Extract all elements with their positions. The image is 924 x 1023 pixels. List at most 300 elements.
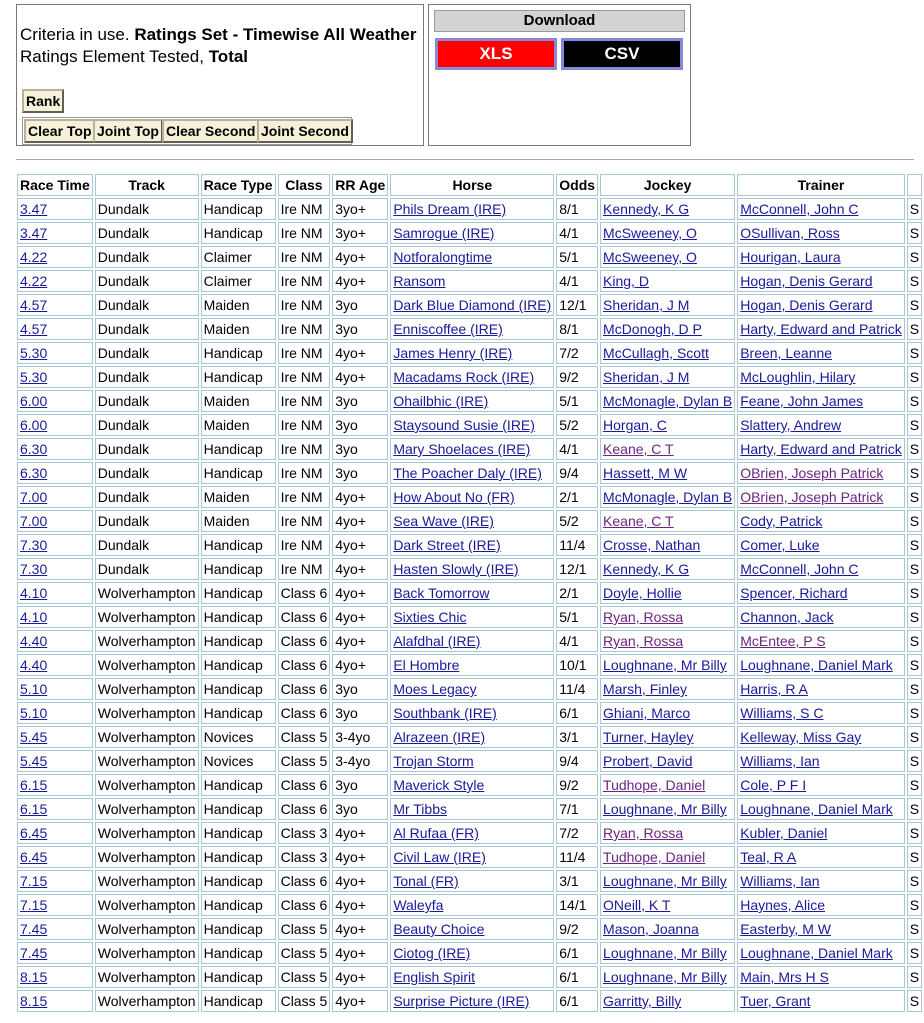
trainer-cell-link[interactable]: Haynes, Alice: [740, 897, 826, 913]
class-cell: Ire NM: [278, 366, 331, 388]
col-header-horse[interactable]: Horse: [390, 174, 554, 196]
jockey-cell-link[interactable]: ONeill, K T: [603, 897, 671, 913]
jockey-cell: [600, 366, 735, 388]
horse-cell-link[interactable]: Moes Legacy: [393, 681, 477, 697]
joint-second-button[interactable]: Joint Second: [257, 119, 353, 143]
extra-cell: S: [907, 942, 922, 964]
race-time-cell-link[interactable]: 4.22: [20, 249, 48, 265]
horse-cell: [390, 294, 554, 316]
rank-button[interactable]: Rank: [22, 89, 64, 113]
track-cell: Dundalk: [95, 270, 199, 292]
rr-age-cell: 4yo+: [332, 966, 388, 988]
rr-age-cell: 3yo+: [332, 222, 388, 244]
race-time-cell-link[interactable]: 6.45: [20, 825, 48, 841]
trainer-cell-link[interactable]: Hogan, Denis Gerard: [740, 297, 873, 313]
trainer-cell-link[interactable]: McLoughlin, Hilary: [740, 369, 856, 385]
horse-cell-link[interactable]: Surprise Picture (IRE): [393, 993, 530, 1009]
horse-cell: [390, 678, 554, 700]
horse-cell: [390, 774, 554, 796]
horse-cell-link[interactable]: Southbank (IRE): [393, 705, 497, 721]
horse-cell-link[interactable]: Dark Street (IRE): [393, 537, 501, 553]
extra-cell: S: [907, 486, 922, 508]
joint-top-button[interactable]: Joint Top: [93, 119, 163, 143]
odds-cell: 6/1: [556, 702, 598, 724]
jockey-cell: [600, 534, 735, 556]
track-cell: Wolverhampton: [95, 582, 199, 604]
race-time-cell-link[interactable]: 6.45: [20, 849, 48, 865]
race-time-cell-link[interactable]: 5.45: [20, 729, 48, 745]
jockey-cell: [600, 438, 735, 460]
horse-cell-link[interactable]: Mr Tibbs: [393, 801, 447, 817]
col-header-jockey[interactable]: Jockey: [600, 174, 735, 196]
race-time-cell: [17, 702, 93, 724]
race-type-cell: Handicap: [201, 702, 276, 724]
jockey-cell-link[interactable]: Loughnane, Mr Billy: [603, 945, 727, 961]
horse-cell: [390, 966, 554, 988]
table-row: [17, 534, 922, 556]
race-type-cell: Handicap: [201, 846, 276, 868]
track-cell: Dundalk: [95, 510, 199, 532]
jockey-cell-link[interactable]: McDonogh, D P: [603, 321, 702, 337]
horse-cell-link[interactable]: Macadams Rock (IRE): [393, 369, 535, 385]
rr-age-cell: 4yo+: [332, 270, 388, 292]
jockey-cell-link[interactable]: Ryan, Rossa: [603, 825, 684, 841]
trainer-cell-link[interactable]: Slattery, Andrew: [740, 417, 842, 433]
race-time-cell: [17, 894, 93, 916]
extra-cell: S: [907, 390, 922, 412]
jockey-cell: [600, 822, 735, 844]
race-time-cell: [17, 798, 93, 820]
trainer-cell-link[interactable]: Hogan, Denis Gerard: [740, 273, 873, 289]
trainer-cell-link[interactable]: Williams, Ian: [740, 753, 820, 769]
jockey-cell-link[interactable]: Keane, C T: [603, 441, 674, 457]
horse-cell-link[interactable]: Alrazeen (IRE): [393, 729, 486, 745]
horse-cell-link[interactable]: Alafdhal (IRE): [393, 633, 481, 649]
horse-cell: [390, 750, 554, 772]
trainer-cell-link[interactable]: McConnell, John C: [740, 561, 859, 577]
horse-cell-link[interactable]: Maverick Style: [393, 777, 485, 793]
trainer-cell-link[interactable]: Harty, Edward and Patrick: [740, 321, 902, 337]
table-row: [17, 774, 922, 796]
rr-age-cell: 4yo+: [332, 366, 388, 388]
race-time-cell-link[interactable]: 4.10: [20, 585, 48, 601]
extra-cell: S: [907, 606, 922, 628]
race-type-cell: Handicap: [201, 438, 276, 460]
class-cell: Class 6: [278, 870, 331, 892]
race-type-cell: Handicap: [201, 630, 276, 652]
rr-age-cell: 4yo+: [332, 582, 388, 604]
rr-age-cell: 4yo+: [332, 990, 388, 1012]
class-cell: Ire NM: [278, 318, 331, 340]
race-type-cell: Handicap: [201, 966, 276, 988]
race-time-cell-link[interactable]: 7.30: [20, 537, 48, 553]
race-type-cell: Novices: [201, 726, 276, 748]
clear-top-button[interactable]: Clear Top: [24, 119, 96, 143]
extra-cell: S: [907, 534, 922, 556]
horse-cell-link[interactable]: Tonal (FR): [393, 873, 459, 889]
table-row: [17, 894, 922, 916]
jockey-cell: [600, 198, 735, 220]
trainer-cell-link[interactable]: Breen, Leanne: [740, 345, 833, 361]
horse-cell-link[interactable]: Civil Law (IRE): [393, 849, 486, 865]
trainer-cell-link[interactable]: Williams, S C: [740, 705, 824, 721]
horse-cell-link[interactable]: The Poacher Daly (IRE): [393, 465, 542, 481]
race-time-cell-link[interactable]: 4.40: [20, 633, 48, 649]
extra-cell: S: [907, 342, 922, 364]
track-cell: Wolverhampton: [95, 822, 199, 844]
jockey-cell-link[interactable]: Sheridan, J M: [603, 297, 690, 313]
race-type-cell: Claimer: [201, 270, 276, 292]
race-time-cell-link[interactable]: 5.10: [20, 681, 48, 697]
jockey-cell-link[interactable]: McCullagh, Scott: [603, 345, 709, 361]
race-time-cell-link[interactable]: 4.40: [20, 657, 48, 673]
race-time-cell: [17, 990, 93, 1012]
rr-age-cell: 3yo: [332, 438, 388, 460]
jockey-cell-link[interactable]: Keane, C T: [603, 513, 674, 529]
class-cell: Class 6: [278, 678, 331, 700]
race-type-cell: Handicap: [201, 582, 276, 604]
race-time-cell-link[interactable]: 7.45: [20, 921, 48, 937]
horse-cell-link[interactable]: Hasten Slowly (IRE): [393, 561, 519, 577]
jockey-cell-link[interactable]: McSweeney, O: [603, 249, 697, 265]
trainer-cell-link[interactable]: Comer, Luke: [740, 537, 820, 553]
trainer-cell-link[interactable]: McConnell, John C: [740, 201, 859, 217]
trainer-cell: [737, 486, 905, 508]
odds-cell: 7/2: [556, 822, 598, 844]
race-type-cell: Handicap: [201, 990, 276, 1012]
odds-cell: 7/1: [556, 798, 598, 820]
trainer-cell: [737, 846, 905, 868]
race-time-cell-link[interactable]: 7.00: [20, 513, 48, 529]
race-time-cell-link[interactable]: 7.45: [20, 945, 48, 961]
horse-cell: [390, 222, 554, 244]
race-time-cell-link[interactable]: 6.30: [20, 441, 48, 457]
horse-cell-link[interactable]: Notforalongtime: [393, 249, 493, 265]
col-header-race-type[interactable]: Race Type: [201, 174, 276, 196]
trainer-cell: [737, 582, 905, 604]
table-row: [17, 918, 922, 940]
odds-cell: 2/1: [556, 486, 598, 508]
trainer-cell-link[interactable]: Loughnane, Daniel Mark: [740, 657, 893, 673]
jockey-cell-link[interactable]: Kennedy, K G: [603, 201, 690, 217]
trainer-cell-link[interactable]: Cody, Patrick: [740, 513, 823, 529]
race-time-cell-link[interactable]: 8.15: [20, 969, 48, 985]
race-time-cell: [17, 534, 93, 556]
horse-cell-link[interactable]: Trojan Storm: [393, 753, 474, 769]
horse-cell: [390, 342, 554, 364]
odds-cell: 12/1: [556, 294, 598, 316]
trainer-cell-link[interactable]: Loughnane, Daniel Mark: [740, 945, 893, 961]
horse-cell-link[interactable]: How About No (FR): [393, 489, 515, 505]
jockey-cell-link[interactable]: King, D: [603, 273, 649, 289]
trainer-cell-link[interactable]: Kelleway, Miss Gay: [740, 729, 862, 745]
jockey-cell-link[interactable]: McMonagle, Dylan B: [603, 393, 733, 409]
race-time-cell-link[interactable]: 7.15: [20, 897, 48, 913]
class-cell: Class 5: [278, 750, 331, 772]
race-time-cell-link[interactable]: 3.47: [20, 201, 48, 217]
jockey-cell: [600, 870, 735, 892]
jockey-cell-link[interactable]: Turner, Hayley: [603, 729, 694, 745]
trainer-cell-link[interactable]: Harris, R A: [740, 681, 808, 697]
class-cell: Ire NM: [278, 198, 331, 220]
horse-cell: [390, 270, 554, 292]
rr-age-cell: 4yo+: [332, 942, 388, 964]
table-row: [17, 942, 922, 964]
race-type-cell: Handicap: [201, 678, 276, 700]
col-header-class[interactable]: Class: [278, 174, 331, 196]
xls-download-button[interactable]: XLS: [435, 38, 557, 70]
race-time-cell-link[interactable]: 5.30: [20, 369, 48, 385]
jockey-cell: [600, 558, 735, 580]
odds-cell: 6/1: [556, 990, 598, 1012]
track-cell: Dundalk: [95, 462, 199, 484]
class-cell: Ire NM: [278, 222, 331, 244]
jockey-cell-link[interactable]: Kennedy, K G: [603, 561, 690, 577]
trainer-cell: [737, 270, 905, 292]
trainer-cell: [737, 966, 905, 988]
jockey-cell-link[interactable]: Loughnane, Mr Billy: [603, 969, 727, 985]
race-time-cell-link[interactable]: 7.15: [20, 873, 48, 889]
trainer-cell-link[interactable]: McEntee, P S: [740, 633, 826, 649]
trainer-cell: [737, 678, 905, 700]
col-header-trainer[interactable]: Trainer: [737, 174, 905, 196]
col-header-race-time[interactable]: Race Time: [17, 174, 93, 196]
rr-age-cell: 4yo+: [332, 510, 388, 532]
horse-cell: [390, 462, 554, 484]
trainer-cell: [737, 390, 905, 412]
trainer-cell-link[interactable]: Tuer, Grant: [740, 993, 811, 1009]
extra-cell: S: [907, 678, 922, 700]
trainer-cell: [737, 318, 905, 340]
odds-cell: 9/2: [556, 918, 598, 940]
odds-cell: 9/4: [556, 750, 598, 772]
race-time-cell-link[interactable]: 5.30: [20, 345, 48, 361]
odds-cell: 5/1: [556, 246, 598, 268]
trainer-cell: [737, 198, 905, 220]
extra-cell: S: [907, 366, 922, 388]
track-cell: Wolverhampton: [95, 606, 199, 628]
track-cell: Dundalk: [95, 558, 199, 580]
trainer-cell-link[interactable]: Easterby, M W: [740, 921, 831, 937]
horse-cell-link[interactable]: Waleyfa: [393, 897, 444, 913]
jockey-cell-link[interactable]: Garritty, Billy: [603, 993, 682, 1009]
col-header-odds[interactable]: Odds: [556, 174, 598, 196]
trainer-cell-link[interactable]: Feane, John James: [740, 393, 864, 409]
clear-second-button[interactable]: Clear Second: [162, 119, 259, 143]
criteria-panel: [16, 4, 424, 146]
jockey-cell-link[interactable]: Doyle, Hollie: [603, 585, 682, 601]
trainer-cell-link[interactable]: Hourigan, Laura: [740, 249, 841, 265]
race-time-cell-link[interactable]: 7.00: [20, 489, 48, 505]
extra-cell: S: [907, 246, 922, 268]
extra-cell: S: [907, 510, 922, 532]
horse-cell-link[interactable]: English Spirit: [393, 969, 476, 985]
horse-cell-link[interactable]: Phils Dream (IRE): [393, 201, 507, 217]
horse-cell: [390, 318, 554, 340]
horse-cell-link[interactable]: Back Tomorrow: [393, 585, 490, 601]
race-type-cell: Handicap: [201, 558, 276, 580]
odds-cell: 9/4: [556, 462, 598, 484]
horse-cell-link[interactable]: Staysound Susie (IRE): [393, 417, 535, 433]
trainer-cell-link[interactable]: Spencer, Richard: [740, 585, 848, 601]
race-time-cell-link[interactable]: 3.47: [20, 225, 48, 241]
jockey-cell-link[interactable]: Marsh, Finley: [603, 681, 688, 697]
horse-cell-link[interactable]: Beauty Choice: [393, 921, 485, 937]
jockey-cell-link[interactable]: Sheridan, J M: [603, 369, 690, 385]
race-time-cell-link[interactable]: 6.15: [20, 777, 48, 793]
race-time-cell-link[interactable]: 4.57: [20, 321, 48, 337]
race-time-cell-link[interactable]: 6.00: [20, 417, 48, 433]
table-row: [17, 294, 922, 316]
extra-cell: S: [907, 198, 922, 220]
horse-cell-link[interactable]: Ransom: [393, 273, 446, 289]
jockey-cell-link[interactable]: Loughnane, Mr Billy: [603, 873, 727, 889]
trainer-cell: [737, 726, 905, 748]
rr-age-cell: 3yo: [332, 294, 388, 316]
class-cell: Class 6: [278, 774, 331, 796]
race-time-cell: [17, 846, 93, 868]
table-row: [17, 222, 922, 244]
col-header-track[interactable]: Track: [95, 174, 199, 196]
race-time-cell: [17, 750, 93, 772]
trainer-cell-link[interactable]: OSullivan, Ross: [740, 225, 840, 241]
horse-cell-link[interactable]: Enniscoffee (IRE): [393, 321, 503, 337]
col-header-rr-age[interactable]: RR Age: [332, 174, 388, 196]
trainer-cell-link[interactable]: Teal, R A: [740, 849, 797, 865]
race-time-cell-link[interactable]: 6.15: [20, 801, 48, 817]
jockey-cell-link[interactable]: McSweeney, O: [603, 225, 697, 241]
table-row: [17, 390, 922, 412]
track-cell: Dundalk: [95, 246, 199, 268]
race-time-cell-link[interactable]: 6.30: [20, 465, 48, 481]
download-panel: [428, 4, 691, 146]
odds-cell: 3/1: [556, 726, 598, 748]
race-time-cell-link[interactable]: 8.15: [20, 993, 48, 1009]
rr-age-cell: 4yo+: [332, 918, 388, 940]
track-cell: Dundalk: [95, 414, 199, 436]
jockey-cell-link[interactable]: Ryan, Rossa: [603, 633, 684, 649]
table-row: [17, 630, 922, 652]
rr-age-cell: 3yo: [332, 390, 388, 412]
extra-cell: S: [907, 966, 922, 988]
trainer-cell: [737, 702, 905, 724]
race-time-cell: [17, 606, 93, 628]
race-time-cell: [17, 630, 93, 652]
class-cell: Class 6: [278, 702, 331, 724]
track-cell: Dundalk: [95, 438, 199, 460]
horse-cell: [390, 486, 554, 508]
track-cell: Dundalk: [95, 222, 199, 244]
jockey-cell-link[interactable]: Crosse, Nathan: [603, 537, 701, 553]
horse-cell-link[interactable]: Al Rufaa (FR): [393, 825, 479, 841]
track-cell: Wolverhampton: [95, 846, 199, 868]
race-type-cell: Handicap: [201, 798, 276, 820]
horse-cell: [390, 606, 554, 628]
trainer-cell-link[interactable]: Williams, Ian: [740, 873, 820, 889]
race-time-cell-link[interactable]: 5.45: [20, 753, 48, 769]
race-time-cell-link[interactable]: 6.00: [20, 393, 48, 409]
horse-cell: [390, 702, 554, 724]
race-type-cell: Handicap: [201, 774, 276, 796]
race-time-cell-link[interactable]: 7.30: [20, 561, 48, 577]
jockey-cell-link[interactable]: Loughnane, Mr Billy: [603, 657, 727, 673]
trainer-cell: [737, 414, 905, 436]
trainer-cell-link[interactable]: Loughnane, Daniel Mark: [740, 801, 893, 817]
extra-cell: S: [907, 990, 922, 1012]
track-cell: Wolverhampton: [95, 894, 199, 916]
table-row: [17, 414, 922, 436]
jockey-cell-link[interactable]: Probert, David: [603, 753, 693, 769]
odds-cell: 6/1: [556, 942, 598, 964]
jockey-cell-link[interactable]: Hassett, M W: [603, 465, 688, 481]
track-cell: Dundalk: [95, 534, 199, 556]
jockey-cell-link[interactable]: Mason, Joanna: [603, 921, 699, 937]
horse-cell-link[interactable]: El Hombre: [393, 657, 460, 673]
horse-cell-link[interactable]: James Henry (IRE): [393, 345, 513, 361]
jockey-cell-link[interactable]: Horgan, C: [603, 417, 667, 433]
horse-cell-link[interactable]: Ciotog (IRE): [393, 945, 471, 961]
trainer-cell-link[interactable]: OBrien, Joseph Patrick: [740, 465, 884, 481]
csv-download-button[interactable]: CSV: [561, 38, 683, 70]
col-header-extra: [907, 174, 922, 196]
horse-cell-link[interactable]: Mary Shoelaces (IRE): [393, 441, 531, 457]
trainer-cell-link[interactable]: Cole, P F I: [740, 777, 807, 793]
race-time-cell-link[interactable]: 4.10: [20, 609, 48, 625]
trainer-cell-link[interactable]: Main, Mrs H S: [740, 969, 829, 985]
jockey-cell-link[interactable]: Loughnane, Mr Billy: [603, 801, 727, 817]
race-time-cell-link[interactable]: 4.57: [20, 297, 48, 313]
jockey-cell: [600, 918, 735, 940]
jockey-cell-link[interactable]: Tudhope, Daniel: [603, 777, 706, 793]
track-cell: Dundalk: [95, 318, 199, 340]
trainer-cell-link[interactable]: Harty, Edward and Patrick: [740, 441, 902, 457]
track-cell: Wolverhampton: [95, 870, 199, 892]
rr-age-cell: 3yo: [332, 318, 388, 340]
race-time-cell: [17, 966, 93, 988]
horse-cell-link[interactable]: Sea Wave (IRE): [393, 513, 494, 529]
race-time-cell-link[interactable]: 4.22: [20, 273, 48, 289]
trainer-cell: [737, 294, 905, 316]
odds-cell: 5/1: [556, 606, 598, 628]
horse-cell-link[interactable]: Samrogue (IRE): [393, 225, 495, 241]
track-cell: Wolverhampton: [95, 942, 199, 964]
race-time-cell: [17, 726, 93, 748]
horse-cell-link[interactable]: Dark Blue Diamond (IRE): [393, 297, 552, 313]
horse-cell-link[interactable]: Sixties Chic: [393, 609, 467, 625]
trainer-cell-link[interactable]: OBrien, Joseph Patrick: [740, 489, 884, 505]
race-time-cell-link[interactable]: 5.10: [20, 705, 48, 721]
ratings-element-label: Ratings Element Tested,: [20, 47, 209, 66]
race-type-cell: Maiden: [201, 510, 276, 532]
trainer-cell: [737, 894, 905, 916]
trainer-cell: [737, 246, 905, 268]
trainer-cell-link[interactable]: Kubler, Daniel: [740, 825, 828, 841]
jockey-cell-link[interactable]: Ghiani, Marco: [603, 705, 691, 721]
jockey-cell-link[interactable]: McMonagle, Dylan B: [603, 489, 733, 505]
jockey-cell-link[interactable]: Tudhope, Daniel: [603, 849, 706, 865]
horse-cell-link[interactable]: Ohailbhic (IRE): [393, 393, 489, 409]
race-time-cell: [17, 486, 93, 508]
jockey-cell: [600, 846, 735, 868]
trainer-cell-link[interactable]: Channon, Jack: [740, 609, 834, 625]
horse-cell: [390, 918, 554, 940]
jockey-cell: [600, 942, 735, 964]
trainer-cell: [737, 342, 905, 364]
rr-age-cell: 4yo+: [332, 846, 388, 868]
jockey-cell-link[interactable]: Ryan, Rossa: [603, 609, 684, 625]
class-cell: Class 6: [278, 894, 331, 916]
horse-cell: [390, 366, 554, 388]
